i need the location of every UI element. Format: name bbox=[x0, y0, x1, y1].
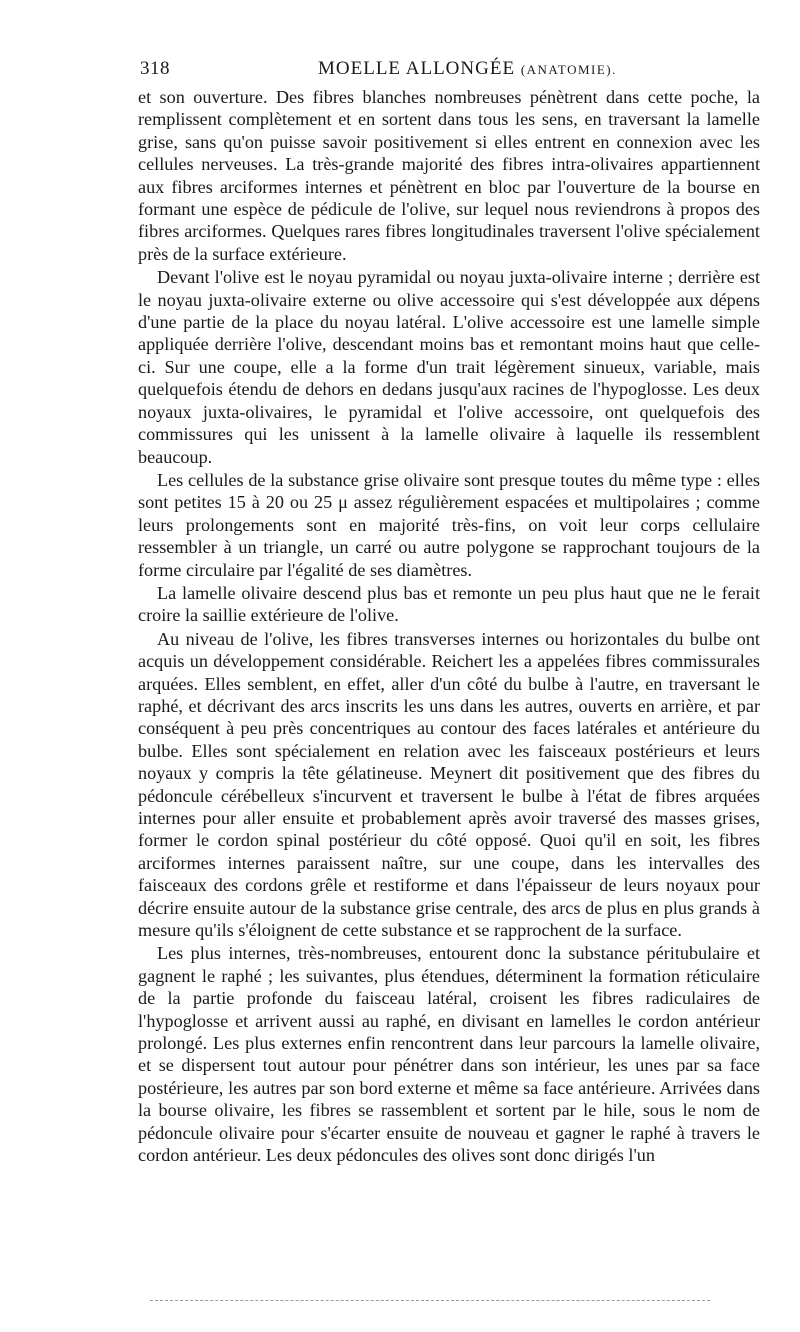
paragraph-5: Au niveau de l'olive, les fibres transverses internes ou horizontales du bulbe ont acquis un développement considérable. Reichert les a appelées fibres commissurales arquées. Elles semblent, en effet, aller d'un côté du bulbe à l'autre, en traversant le raphé, et décrivant des arcs inscrits les uns dans les autres, ouverts en arrière, et par conséquent à peu près concentriques au contour des faces latérales et antérieure du bulbe. Elles sont spécialement en relation avec les faisceaux postérieurs et leurs noyaux y compris la tête gélatineuse. Meynert dit positivement que des fibres du pédoncule cérébelleux s'incurvent et traversent le bulbe à l'état de fibres arquées internes pour aller ensuite et probablement après avoir traversé des masses grises, former le cordon spinal postérieur du côté opposé. Quoi qu'il en soit, les fibres arciformes internes paraissent naître, sur une coupe, dans les intervalles des faisceaux des cordons grêle et restiforme et dans l'épaisseur de leurs noyaux pour décrire ensuite autour de la substance grise centrale, des arcs de plus en plus grands à mesure qu'ils s'éloignent de cette substance et se rapprochent de la surface. bbox=[138, 628, 760, 941]
footer-dashed-rule bbox=[150, 1300, 710, 1301]
paragraph-2: Devant l'olive est le noyau pyramidal ou noyau juxta-olivaire interne ; derrière est le noyau juxta-olivaire externe ou olive accessoire qui s'est développée aux dépens d'une partie de la place du noyau latéral. L'olive accessoire est une lamelle simple appliquée derrière l'olive, descendant moins bas et remontant moins haut que celle-ci. Sur une coupe, elle a la forme d'un trait légèrement sinueux, variable, mais quelquefois étendu de dehors en dedans jusqu'aux racines de l'hypoglosse. Les deux noyaux juxta-olivaires, le pyramidal et l'olive accessoire, ont quelquefois des commissures qui les unissent à la lamelle olivaire à laquelle ils ressemblent beaucoup. bbox=[138, 267, 760, 467]
running-title-subtitle: (ANATOMIE). bbox=[520, 62, 617, 77]
body-text bbox=[138, 86, 760, 1167]
page-header bbox=[138, 58, 760, 86]
paragraph-3: Les cellules de la substance grise olivaire sont presque toutes du même type : elles sont petites 15 à 20 ou 25 μ assez régulièrement espacées et multipolaires ; comme leurs prolongements sont en majorité très-fins, on voit leur corps cellulaire ressembler à un triangle, un carré ou autre polygone se rapprochant toujours de la forme circulaire par l'égalité de ses diamètres. bbox=[138, 469, 760, 580]
running-title bbox=[318, 58, 617, 80]
book-page bbox=[138, 58, 760, 1167]
running-title-main: MOELLE ALLONGÉE bbox=[318, 58, 516, 79]
paragraph-6: Les plus internes, très-nombreuses, entourent donc la substance péritubulaire et gagnent le raphé ; les suivantes, plus étendues, déterminent la formation réticulaire de la partie profonde du faisceau latéral, croisent les fibres radiculaires de l'hypoglosse et arrivent aussi au raphé, en divisant en lamelles le cordon antérieur prolongé. Les plus externes enfin rencontrent dans leur parcours la lamelle olivaire, et se dispersent tout autour pour pénétrer dans son intérieur, les unes par sa face postérieure, les autres par son bord externe et même sa face antérieure. Arrivées dans la bourse olivaire, les fibres se rassemblent et sortent par le hile, sous le nom de pédoncule olivaire pour s'écarter ensuite de nouveau et gagner le raphé à travers le cordon antérieur. Les deux pédoncules des olives sont donc dirigés l'un bbox=[138, 943, 760, 1166]
paragraph-1: et son ouverture. Des fibres blanches nombreuses pénètrent dans cette poche, la remplissent complètement et en sortent dans tous les sens, en traversant la lamelle grise, sans qu'on puisse savoir positivement si elles entrent en connexion avec les cellules nerveuses. La très-grande majorité des fibres intra-olivaires appartiennent aux fibres arciformes internes et pénètrent en bloc par l'ouverture de la bourse en formant une espèce de pédicule de l'olive, sur lequel nous reviendrons à propos des fibres arciformes. Quelques rares fibres longitudinales traversent l'olive spécialement près de la surface extérieure. bbox=[138, 87, 760, 264]
page-number: 318 bbox=[140, 58, 170, 79]
paragraph-4: La lamelle olivaire descend plus bas et remonte un peu plus haut que ne le ferait croire la saillie extérieure de l'olive. bbox=[138, 582, 760, 626]
